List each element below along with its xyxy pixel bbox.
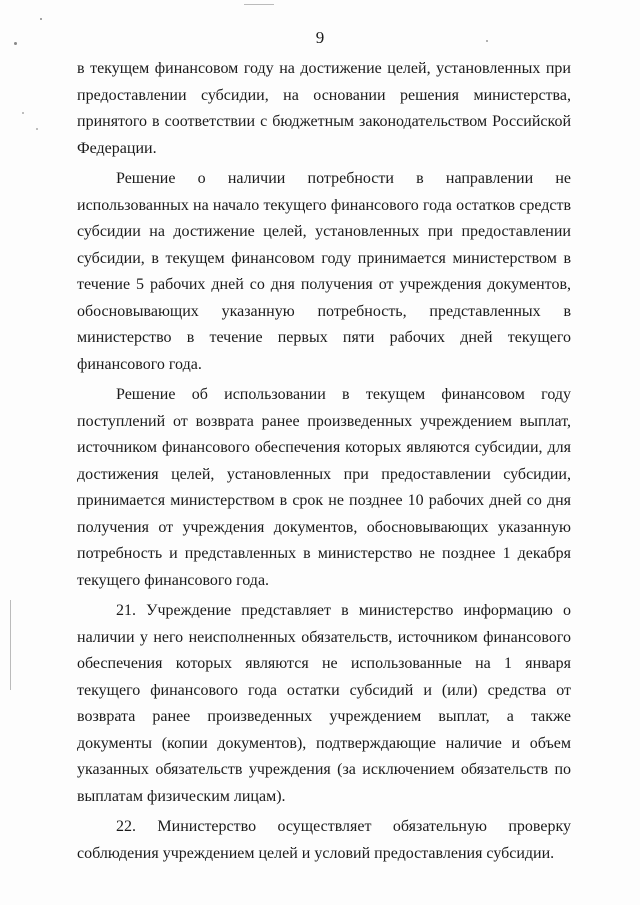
paragraph-clause-22: 22. Министерство осуществляет обязательную проверку соблюдения учреждением целей и условий предоставления субсидии. [77,818,571,862]
paragraph-refund-decision: Решение об использовании в текущем финансовом году поступлений от возврата ранее произведенных учреждением выплат, источником финансового обеспечения которых являются субсидии, для достижения целей, установленных при предоставлении субсидии, принимается министерством в срок не позднее 10 рабочих дней со дня получения от учреждения документов, обосновывающих указанную потребность и представленных в министерство не позднее 1 декабря текущего финансового года. [77,386,571,589]
paragraph-continuation: в текущем финансовом году на достижение целей, установленных при предоставлении субсидии, на основании решения министерства, принятого в соответствии с бюджетным законодательством Российской Федерации. [77,60,571,157]
scan-speck [40,18,42,20]
paragraph-need-decision: Решение о наличии потребности в направлении не использованных на начало текущего финансового года остатков средств субсидии на достижение целей, установленных при предоставлении субсидии, в текущем финансовом году принимается министерством в течение 5 рабочих дней со дня получения от учреждения документов, обосновывающих указанную потребность, представленных в министерство в течение первых пяти рабочих дней текущего финансового года. [77,170,571,373]
document-body [77,56,571,867]
scan-speck [244,4,274,5]
scan-speck [22,112,24,114]
scan-speck [36,128,38,130]
paragraph-clause-21: 21. Учреждение представляет в министерство информацию о наличии у него неисполненных обязательств, источником финансового обеспечения которых являются не использованные на 1 января текущего финансового года остатки субсидий и (или) средства от возврата ранее произведенных учреждением выплат, а также документы (копии документов), подтверждающие наличие и объем указанных обязательств учреждения (за исключением обязательств по выплатам физическим лицам). [77,602,571,805]
scan-edge-mark [10,600,11,690]
page-number: 9 [315,28,325,47]
